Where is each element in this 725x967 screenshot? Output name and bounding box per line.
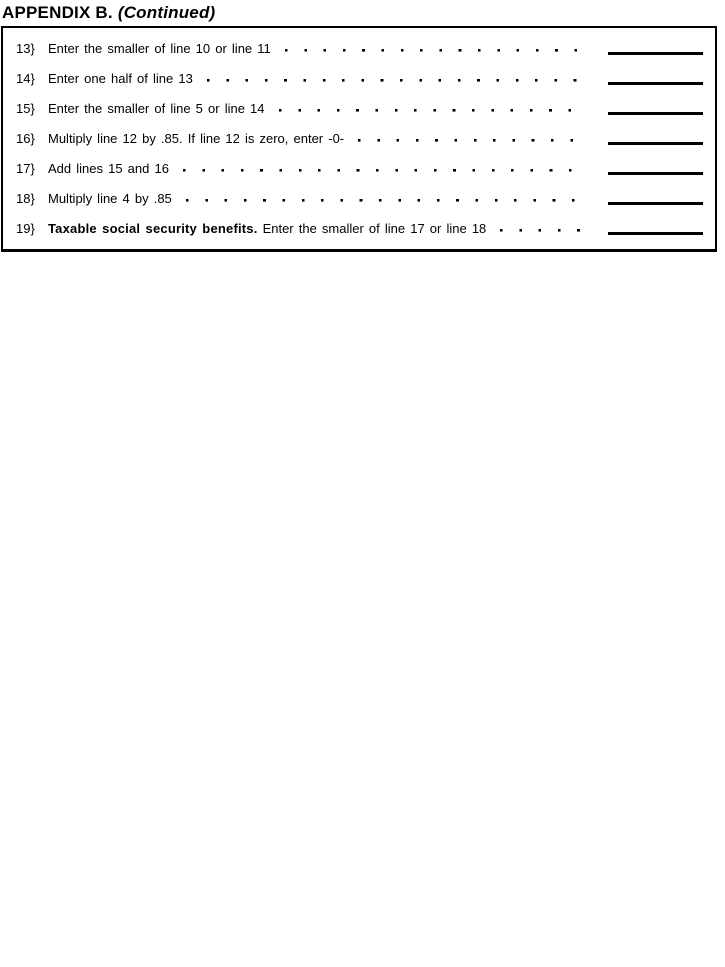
answer-blank-line [608, 183, 703, 205]
line-label-text: Enter the smaller of line 10 or line 11 [48, 40, 271, 56]
line-number: 16} [16, 130, 35, 146]
dot-leader [500, 213, 588, 243]
answer-blank-line [608, 93, 703, 115]
worksheet-row-14 [16, 63, 703, 93]
dot-leader [186, 183, 588, 213]
answer-blank-line [608, 153, 703, 175]
answer-blank-line [608, 213, 703, 235]
line-label [48, 221, 486, 236]
line-label-bold: Taxable social security benefits. [48, 220, 258, 236]
line-label-text: Enter the smaller of line 5 or line 14 [48, 100, 265, 116]
line-number: 17} [16, 160, 35, 176]
line-label-text: Multiply line 12 by .85. If line 12 is zero, enter -0- [48, 130, 345, 146]
worksheet-row-16 [16, 123, 703, 153]
line-label [48, 191, 172, 206]
line-number: 19} [16, 220, 35, 236]
answer-blank-line [608, 63, 703, 85]
line-number: 15} [16, 100, 35, 116]
worksheet-row-13 [16, 33, 703, 63]
answer-blank-line [608, 123, 703, 145]
dot-leader [285, 33, 588, 63]
dot-leader [183, 153, 588, 183]
line-number: 18} [16, 190, 35, 206]
line-label [48, 41, 271, 56]
worksheet-rows [3, 28, 715, 243]
page-title [2, 3, 215, 23]
worksheet-row-18 [16, 183, 703, 213]
worksheet-box [1, 26, 717, 252]
line-label-text: Multiply line 4 by .85 [48, 190, 172, 206]
line-label [48, 161, 169, 176]
line-number: 13} [16, 40, 35, 56]
page-title-continued: (Continued) [117, 3, 216, 22]
line-number: 14} [16, 70, 35, 86]
line-label [48, 131, 344, 146]
dot-leader [207, 63, 588, 93]
dot-leader [279, 93, 589, 123]
line-label-text: Enter the smaller of line 17 or line 18 [262, 220, 487, 236]
line-label-text: Enter one half of line 13 [48, 70, 193, 86]
line-label [48, 101, 265, 116]
answer-blank-line [608, 33, 703, 55]
worksheet-row-19 [16, 213, 703, 243]
worksheet-row-15 [16, 93, 703, 123]
line-label [48, 71, 193, 86]
page-title-main: APPENDIX B. [2, 3, 113, 22]
line-label-text: Add lines 15 and 16 [48, 160, 169, 176]
worksheet-row-17 [16, 153, 703, 183]
dot-leader [358, 123, 588, 153]
